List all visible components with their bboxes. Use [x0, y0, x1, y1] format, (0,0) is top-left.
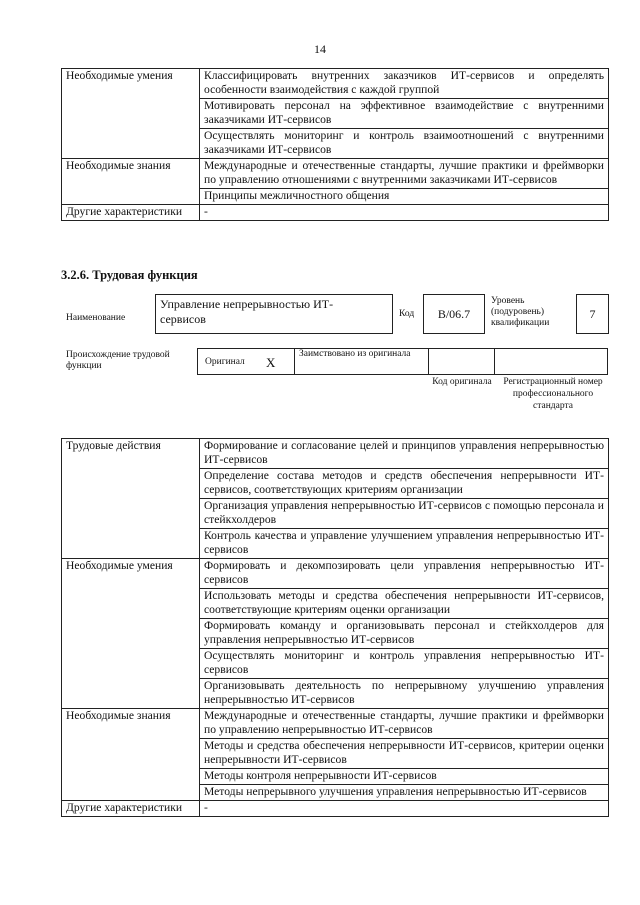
row-label-continuation [62, 589, 200, 619]
row-label-continuation [62, 649, 200, 679]
row-label: Необходимые знания [62, 159, 200, 189]
level-label: Уровень (подуровень) квалификации [491, 296, 550, 328]
row-label: Трудовые действия [62, 439, 200, 469]
reg-number-caption: Регистрационный номер профессионального стандарта [503, 377, 603, 411]
row-label-continuation [62, 469, 200, 499]
row-value: Методы контроля непрерывности ИТ-сервисов [200, 769, 609, 785]
code-label: Код [399, 309, 415, 319]
row-value: - [200, 801, 609, 817]
code-box [423, 294, 485, 334]
row-value: Формировать и декомпозировать цели управления непрерывностью ИТ-сервисов [200, 559, 609, 589]
row-label-continuation [62, 99, 200, 129]
section-title: 3.2.6. Трудовая функция [61, 268, 198, 282]
table-row [62, 785, 609, 801]
table-row [62, 739, 609, 769]
table-row [62, 649, 609, 679]
table-row [62, 189, 609, 205]
row-label-continuation [62, 785, 200, 801]
table-row [62, 69, 609, 99]
row-value: Методы непрерывного улучшения управления непрерывностью ИТ-сервисов [200, 785, 609, 801]
row-value: Осуществлять мониторинг и контроль взаимоотношений с внутренними заказчиками ИТ-сервисов [200, 129, 609, 159]
origin-label: Происхождение трудовой функции [66, 350, 170, 371]
page-number: 14 [314, 42, 326, 56]
row-label-continuation [62, 679, 200, 709]
row-label-continuation [62, 739, 200, 769]
table-row [62, 769, 609, 785]
row-label-continuation [62, 529, 200, 559]
row-value: Формирование и согласование целей и принципов управления непрерывностью ИТ-сервисов [200, 439, 609, 469]
row-label-continuation [62, 769, 200, 785]
level-value: 7 [589, 307, 596, 321]
row-value: Методы и средства обеспечения непрерывности ИТ-сервисов, критерии оценки непрерывности ИТ-сервисов [200, 739, 609, 769]
original-label: Оригинал [205, 357, 245, 367]
skills-table-continued [61, 68, 609, 221]
table-row [62, 469, 609, 499]
table-row [62, 205, 609, 221]
row-label-continuation [62, 189, 200, 205]
table-row [62, 499, 609, 529]
name-value: Управление непрерывностью ИТ-сервисов [160, 297, 334, 326]
row-value: Использовать методы и средства обеспечения непрерывности ИТ-сервисов, соответствующие критериям оценки организации [200, 589, 609, 619]
table-row [62, 129, 609, 159]
code-value: B/06.7 [437, 307, 471, 321]
row-label: Необходимые знания [62, 709, 200, 739]
row-value: Принципы межличностного общения [200, 189, 609, 205]
labor-function-table [61, 438, 609, 817]
row-value: Осуществлять мониторинг и контроль управления непрерывностью ИТ-сервисов [200, 649, 609, 679]
level-box [576, 294, 609, 334]
table-row [62, 679, 609, 709]
row-value: Определение состава методов и средств обеспечения непрерывности ИТ-сервисов, соответствующих критериям организации [200, 469, 609, 499]
code-original-caption: Код оригинала [432, 377, 492, 387]
name-box [155, 294, 393, 334]
row-value: - [200, 205, 609, 221]
original-mark: X [266, 355, 276, 370]
row-label: Необходимые умения [62, 69, 200, 99]
table-row [62, 439, 609, 469]
table-row [62, 801, 609, 817]
row-value: Формировать команду и организовывать персонал и стейкхолдеров для управления непрерывностью ИТ-сервисов [200, 619, 609, 649]
row-value: Контроль качества и управление улучшением управления непрерывностью ИТ-сервисов [200, 529, 609, 559]
table-row [62, 99, 609, 129]
table-row [62, 619, 609, 649]
table-row [62, 709, 609, 739]
table-row [62, 159, 609, 189]
row-label-continuation [62, 619, 200, 649]
row-value: Мотивировать персонал на эффективное взаимодействие с внутренними заказчиками ИТ-сервисов [200, 99, 609, 129]
row-label: Необходимые умения [62, 559, 200, 589]
row-value: Международные и отечественные стандарты, лучшие практики и фреймворки по управлению отношениями с внутренними заказчиками ИТ-сервисов [200, 159, 609, 189]
table-row [62, 559, 609, 589]
row-value: Классифицировать внутренних заказчиков ИТ-сервисов и определять особенности взаимодействия с каждой группой [200, 69, 609, 99]
row-value: Организация управления непрерывностью ИТ-сервисов с помощью персонала и стейкхолдеров [200, 499, 609, 529]
table-row [62, 529, 609, 559]
row-value: Международные и отечественные стандарты, лучшие практики и фреймворки по управлению непрерывностью ИТ-сервисов [200, 709, 609, 739]
borrowed-label: Заимствовано из оригинала [299, 349, 411, 359]
row-label: Другие характеристики [62, 801, 200, 817]
row-label-continuation [62, 499, 200, 529]
row-label: Другие характеристики [62, 205, 200, 221]
row-label-continuation [62, 129, 200, 159]
name-label: Наименование [66, 313, 126, 323]
table-row [62, 589, 609, 619]
row-value: Организовывать деятельность по непрерывному улучшению управления непрерывностью ИТ-сервисов [200, 679, 609, 709]
